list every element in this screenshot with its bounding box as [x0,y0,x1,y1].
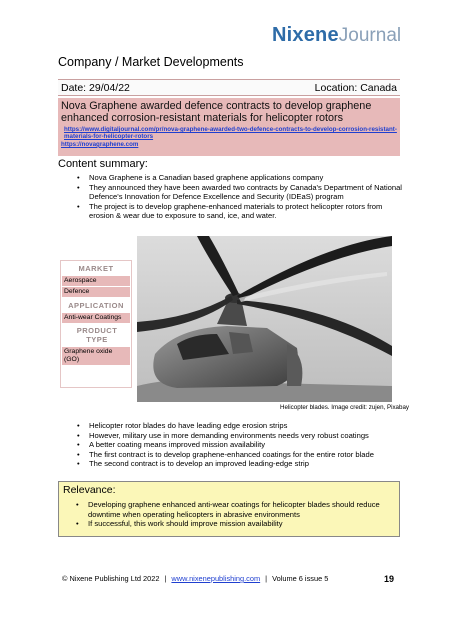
helicopter-photo [137,236,392,402]
list-item: • Helicopter rotor blades do have leading edge erosion strips [74,421,402,431]
article-date: Date: 29/04/22 [61,81,130,94]
footer-copyright: © Nixene Publishing Ltd 2022 [62,574,160,583]
list-item: • Nova Graphene is a Canadian based graphene applications company [74,173,402,183]
footer-volume: Volume 6 issue 5 [272,574,329,583]
application-tag: Anti-wear Coatings [62,313,130,323]
list-item: • They announced they have been awarded two contracts by Canada's Department of National Defence's Innovation for Defence Excellence and Security (IDEaS) program [74,183,402,202]
tag-panel [60,260,132,388]
summary-list [74,173,402,221]
page-footer [62,574,402,583]
page-number: 19 [384,574,395,584]
rotor-bullet-list [74,421,402,469]
market-heading: MARKET [78,264,114,273]
list-item: • If successful, this work should improve mission availability [73,519,395,529]
source-link[interactable]: https://www.digitaljournal.com/pr/nova-graphene-awarded-two-defence-contracts-to-develop-corrosion-resistant-materials-for-helicopter-rotors [64,126,397,141]
article-location: Location: Canada [314,81,397,94]
list-item: • Developing graphene enhanced anti-wear coatings for helicopter blades should reduce downtime when operating helicopters in abrasive environments [73,500,395,519]
company-link[interactable]: https://novagraphene.com [61,140,139,148]
logo-nixene: Nixene [272,24,339,46]
logo-journal: Journal [338,25,402,46]
application-heading: APPLICATION [68,301,124,310]
relevance-box [58,481,400,537]
market-tag: Defence [62,287,130,297]
relevance-title: Relevance: [63,484,116,496]
journal-logo [272,24,412,52]
list-item: • The second contract is to develop an improved leading-edge strip [74,459,402,469]
market-tag: Aerospace [62,276,130,286]
article-headline: Nova Graphene awarded defence contracts to develop graphene enhanced corrosion-resistant materials for helicopter rotors [61,100,372,124]
content-summary-title: Content summary: [58,158,148,170]
list-item: • However, military use in more demanding environments needs very robust coatings [74,431,402,441]
list-item: • The project is to develop graphene-enhanced materials to protect helicopter rotors from erosion & wear due to exposure to sand, ice, and water. [74,202,402,221]
headline-box [58,98,400,156]
relevance-list [63,500,395,529]
meta-bar [58,79,400,96]
list-item: • The first contract is to develop graphene-enhanced coatings for the entire rotor blade [74,450,402,460]
footer-separator: | [164,574,167,583]
list-item: • A better coating means improved mission availability [74,440,402,450]
product-tag: Graphene oxide (GO) [62,347,130,365]
footer-website-link[interactable]: www.nixenepublishing.com [171,574,261,583]
product-type-heading: PRODUCT TYPE [76,326,118,344]
image-caption: Helicopter blades. Image credit: zujen, Pixabay [280,404,409,411]
helicopter-rotor-image [137,236,392,402]
footer-separator: | [265,574,268,583]
section-heading: Company / Market Developments [58,55,244,69]
